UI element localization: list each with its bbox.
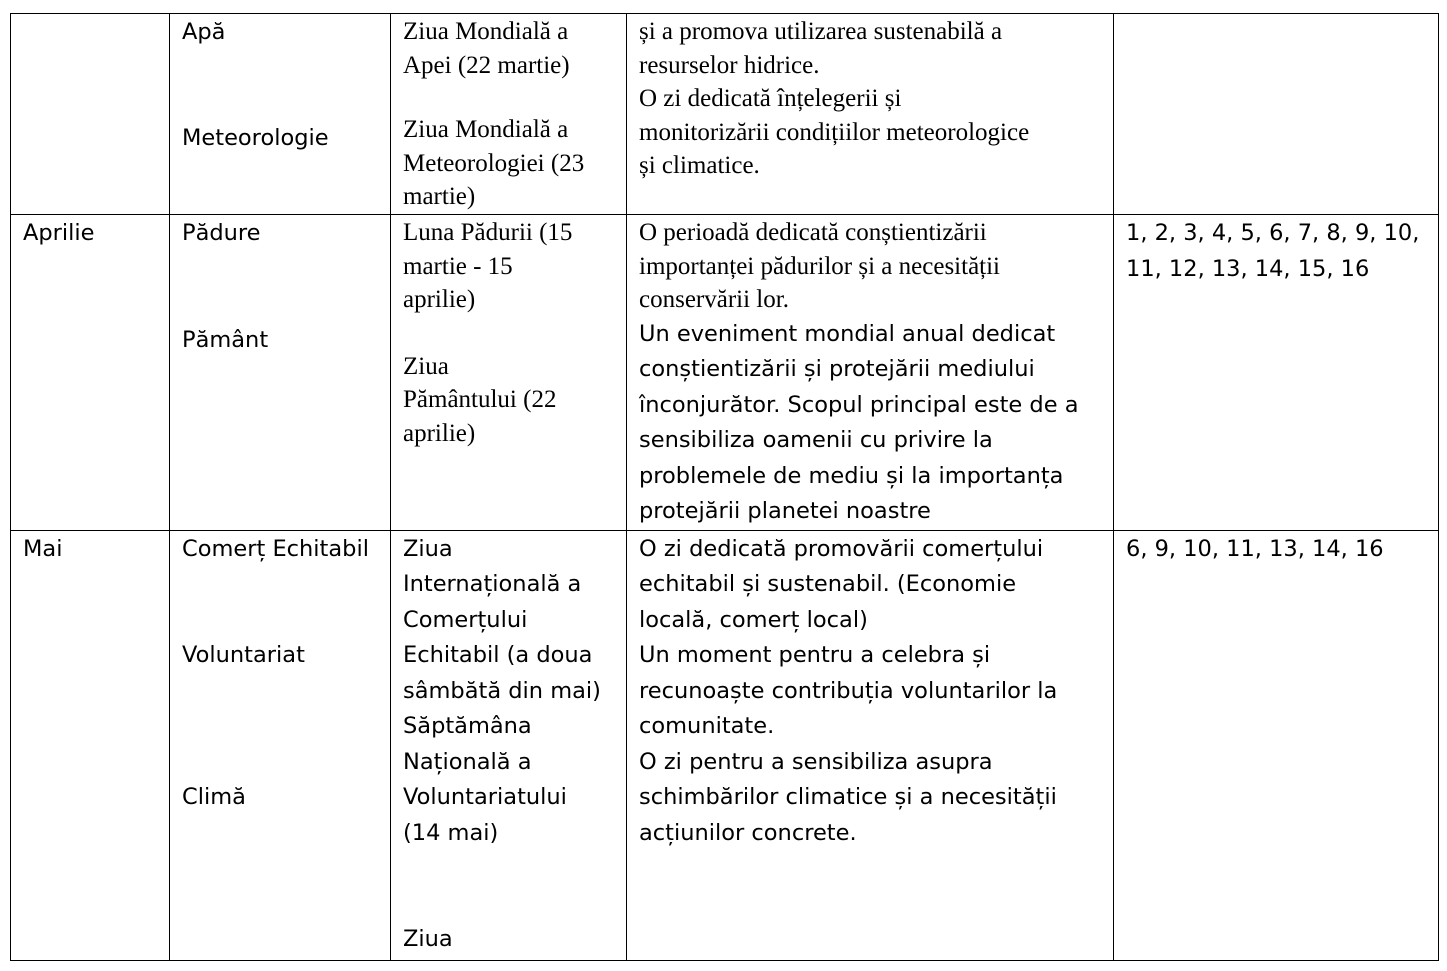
event-cell: Ziua Internațională a Comerțului Echitabil (a doua sâmbătă din mai) Săptămâna Națională a Voluntariatului (14 mai) Ziua: [391, 530, 627, 960]
description-cell: și a promova utilizarea sustenabilă a resurselor hidrice. O zi dedicată înțelegerii și monitorizării condițiilor meteorologice și climatice.: [627, 14, 1114, 215]
month-cell: Mai: [11, 530, 170, 960]
description-cell: O perioadă dedicată conștientizării importanței pădurilor și a necesității conservării lor. Un eveniment mondial anual dedicat conștientizării și protejării mediului înconjurător. Scopul principal este de a sensibiliza oamenii cu privire la problemele de mediu și la importanța protejării planetei noastre: [627, 215, 1114, 531]
month-cell: Aprilie: [11, 215, 170, 531]
table-row: [11, 14, 1439, 215]
theme-label: Pădure: [182, 220, 261, 246]
theme-cell: [170, 14, 391, 215]
theme-label: Apă: [182, 19, 226, 45]
objectives-cell: 6, 9, 10, 11, 13, 14, 16: [1114, 530, 1439, 960]
theme-label: Climă: [182, 783, 246, 810]
objectives-cell: 1, 2, 3, 4, 5, 6, 7, 8, 9, 10, 11, 12, 13, 14, 15, 16: [1114, 215, 1439, 531]
theme-cell: [170, 530, 391, 960]
table-row: [11, 215, 1439, 531]
theme-label: Voluntariat: [182, 642, 305, 668]
event-cell: Ziua Mondială a Apei (22 martie) Ziua Mondială a Meteorologiei (23 martie): [391, 14, 627, 215]
theme-label: Comerț Echitabil: [182, 535, 369, 562]
calendar-table: [10, 13, 1439, 961]
theme-label: Pământ: [182, 326, 269, 353]
table-row: [11, 530, 1439, 960]
theme-cell: [170, 215, 391, 531]
month-cell: [11, 14, 170, 215]
description-cell: O zi dedicată promovării comerțului echitabil și sustenabil. (Economie locală, comerț local) Un moment pentru a celebra și recunoaște contribuția voluntarilor la comunitate. O zi pentru a sensibiliza asupra schimbărilor climatice și a necesității acțiunilor concrete.: [627, 530, 1114, 960]
objectives-cell: [1114, 14, 1439, 215]
event-cell: Luna Pădurii (15 martie - 15 aprilie) Ziua Pământului (22 aprilie): [391, 215, 627, 531]
theme-label: Meteorologie: [182, 124, 329, 151]
